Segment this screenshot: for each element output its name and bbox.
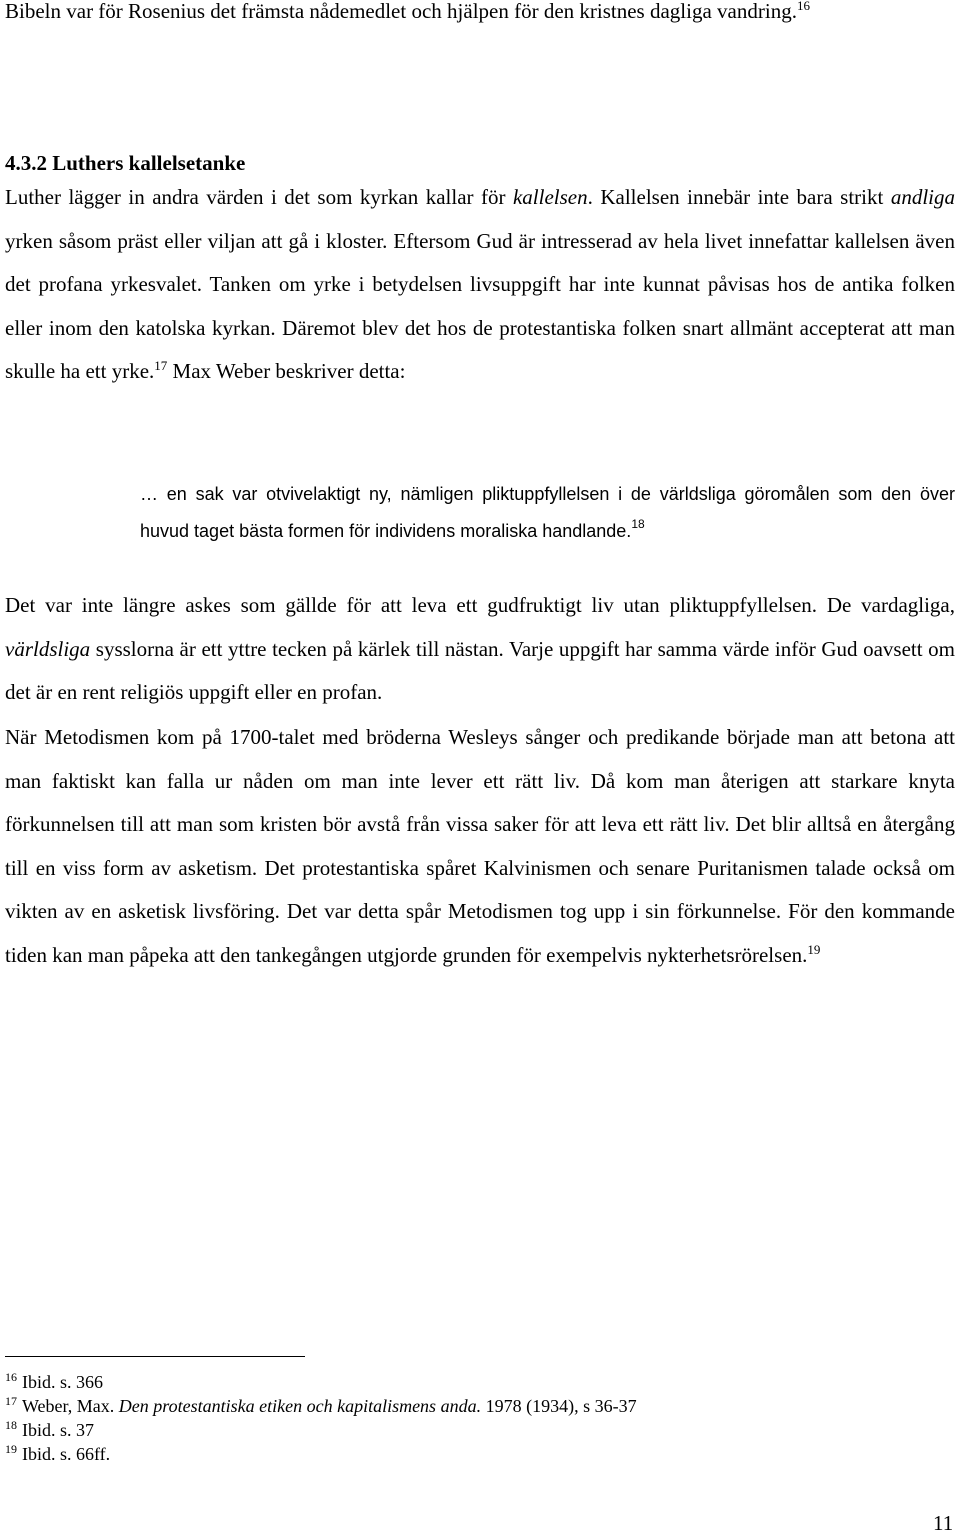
footnote-ref-16[interactable]: 16 bbox=[796, 0, 810, 13]
footnote-19: $^{19}$ Ibid. s. 66ff. bbox=[5, 1442, 111, 1464]
book-title: Den protestantiska etiken och kapitalismens anda. bbox=[118, 1396, 482, 1416]
footnote-16: $^{16}$ Ibid. s. 366 bbox=[5, 1370, 103, 1392]
footnote-ref-19[interactable]: 19 bbox=[807, 941, 821, 957]
emphasis-varldsliga: världsliga bbox=[5, 636, 91, 661]
footnote-separator bbox=[5, 1356, 305, 1357]
page-number: 11 bbox=[933, 1511, 954, 1535]
footnote-ref-17[interactable]: 17 bbox=[154, 358, 168, 374]
emphasis-kallelsen: kallelsen bbox=[512, 185, 588, 209]
footnote-ref-18[interactable]: 18 bbox=[631, 517, 645, 531]
emphasis-andliga: andliga bbox=[890, 185, 955, 209]
paragraph-askes: Det var inte längre askes som gällde för att leva ett gudfruktigt liv utan pliktuppfyllelsen. De vardagliga, världsliga sysslorna är ett yttre tecken på kärlek till nästan. Varje uppgift har samma värde inför Gud oavsett om det är en rent religiös uppgift eller en profan. bbox=[5, 593, 955, 705]
section-heading: 4.3.2 Luthers kallelsetanke bbox=[5, 151, 246, 175]
footnote-17: $^{17}$ Weber, Max. Den protestantiska etiken och kapitalismens anda. 1978 (1934), s 36-37 bbox=[5, 1394, 637, 1416]
paragraph-metodismen: När Metodismen kom på 1700-talet med bröderna Wesleys sånger och predikande började man att betona att man faktiskt kan falla ur nåden om man inte lever ett rätt liv. Då kom man återigen att starkare knyta förkunnelsen till att man som kristen bör avstå från vissa saker för att leva ett rätt liv. Det blir alltså en återgång till en viss form av asketism. Det protestantiska spåret Kalvinismen och senare Puritanismen talade också om vikten av en asketisk livsföring. Det var detta spår Metodismen tog upp i sin förkunnelse. För den kommande tiden kan man påpeka att den tankegången utgjorde grunden för exempelvis nykterhetsrörelsen.$^{19}$ bbox=[5, 725, 955, 967]
footnote-18: $^{18}$ Ibid. s. 37 bbox=[5, 1418, 94, 1440]
paragraph-kallelse: Luther lägger in andra värden i det som kyrkan kallar för kallelsen. Kallelsen innebär inte bara strikt andliga yrken såsom präst eller viljan att gå i kloster. Eftersom Gud är intresserad av hela livet innefattar kallelsen även det profana yrkesvalet. Tanken om yrke i betydelsen livsuppgift har inte kunnat påvisas hos de antika folken eller inom den katolska kyrkan. Däremot blev det hos de protestantiska folken snart allmänt accepterat att man skulle ha ett yrke.$^{17}$ Max Weber beskriver detta: bbox=[5, 185, 955, 384]
footnotes bbox=[5, 1370, 637, 1466]
paragraph-rosenius: Bibeln var för Rosenius det främsta nådemedlet och hjälpen för den kristnes dagliga vandring.$^{16}$ bbox=[5, 0, 810, 23]
block-quote-weber: … en sak var otvivelaktigt ny, nämligen pliktuppfyllelsen i de världsliga göromålen som den över huvud taget bästa formen för individens moraliska handlande.$^{18}$ bbox=[140, 484, 955, 541]
